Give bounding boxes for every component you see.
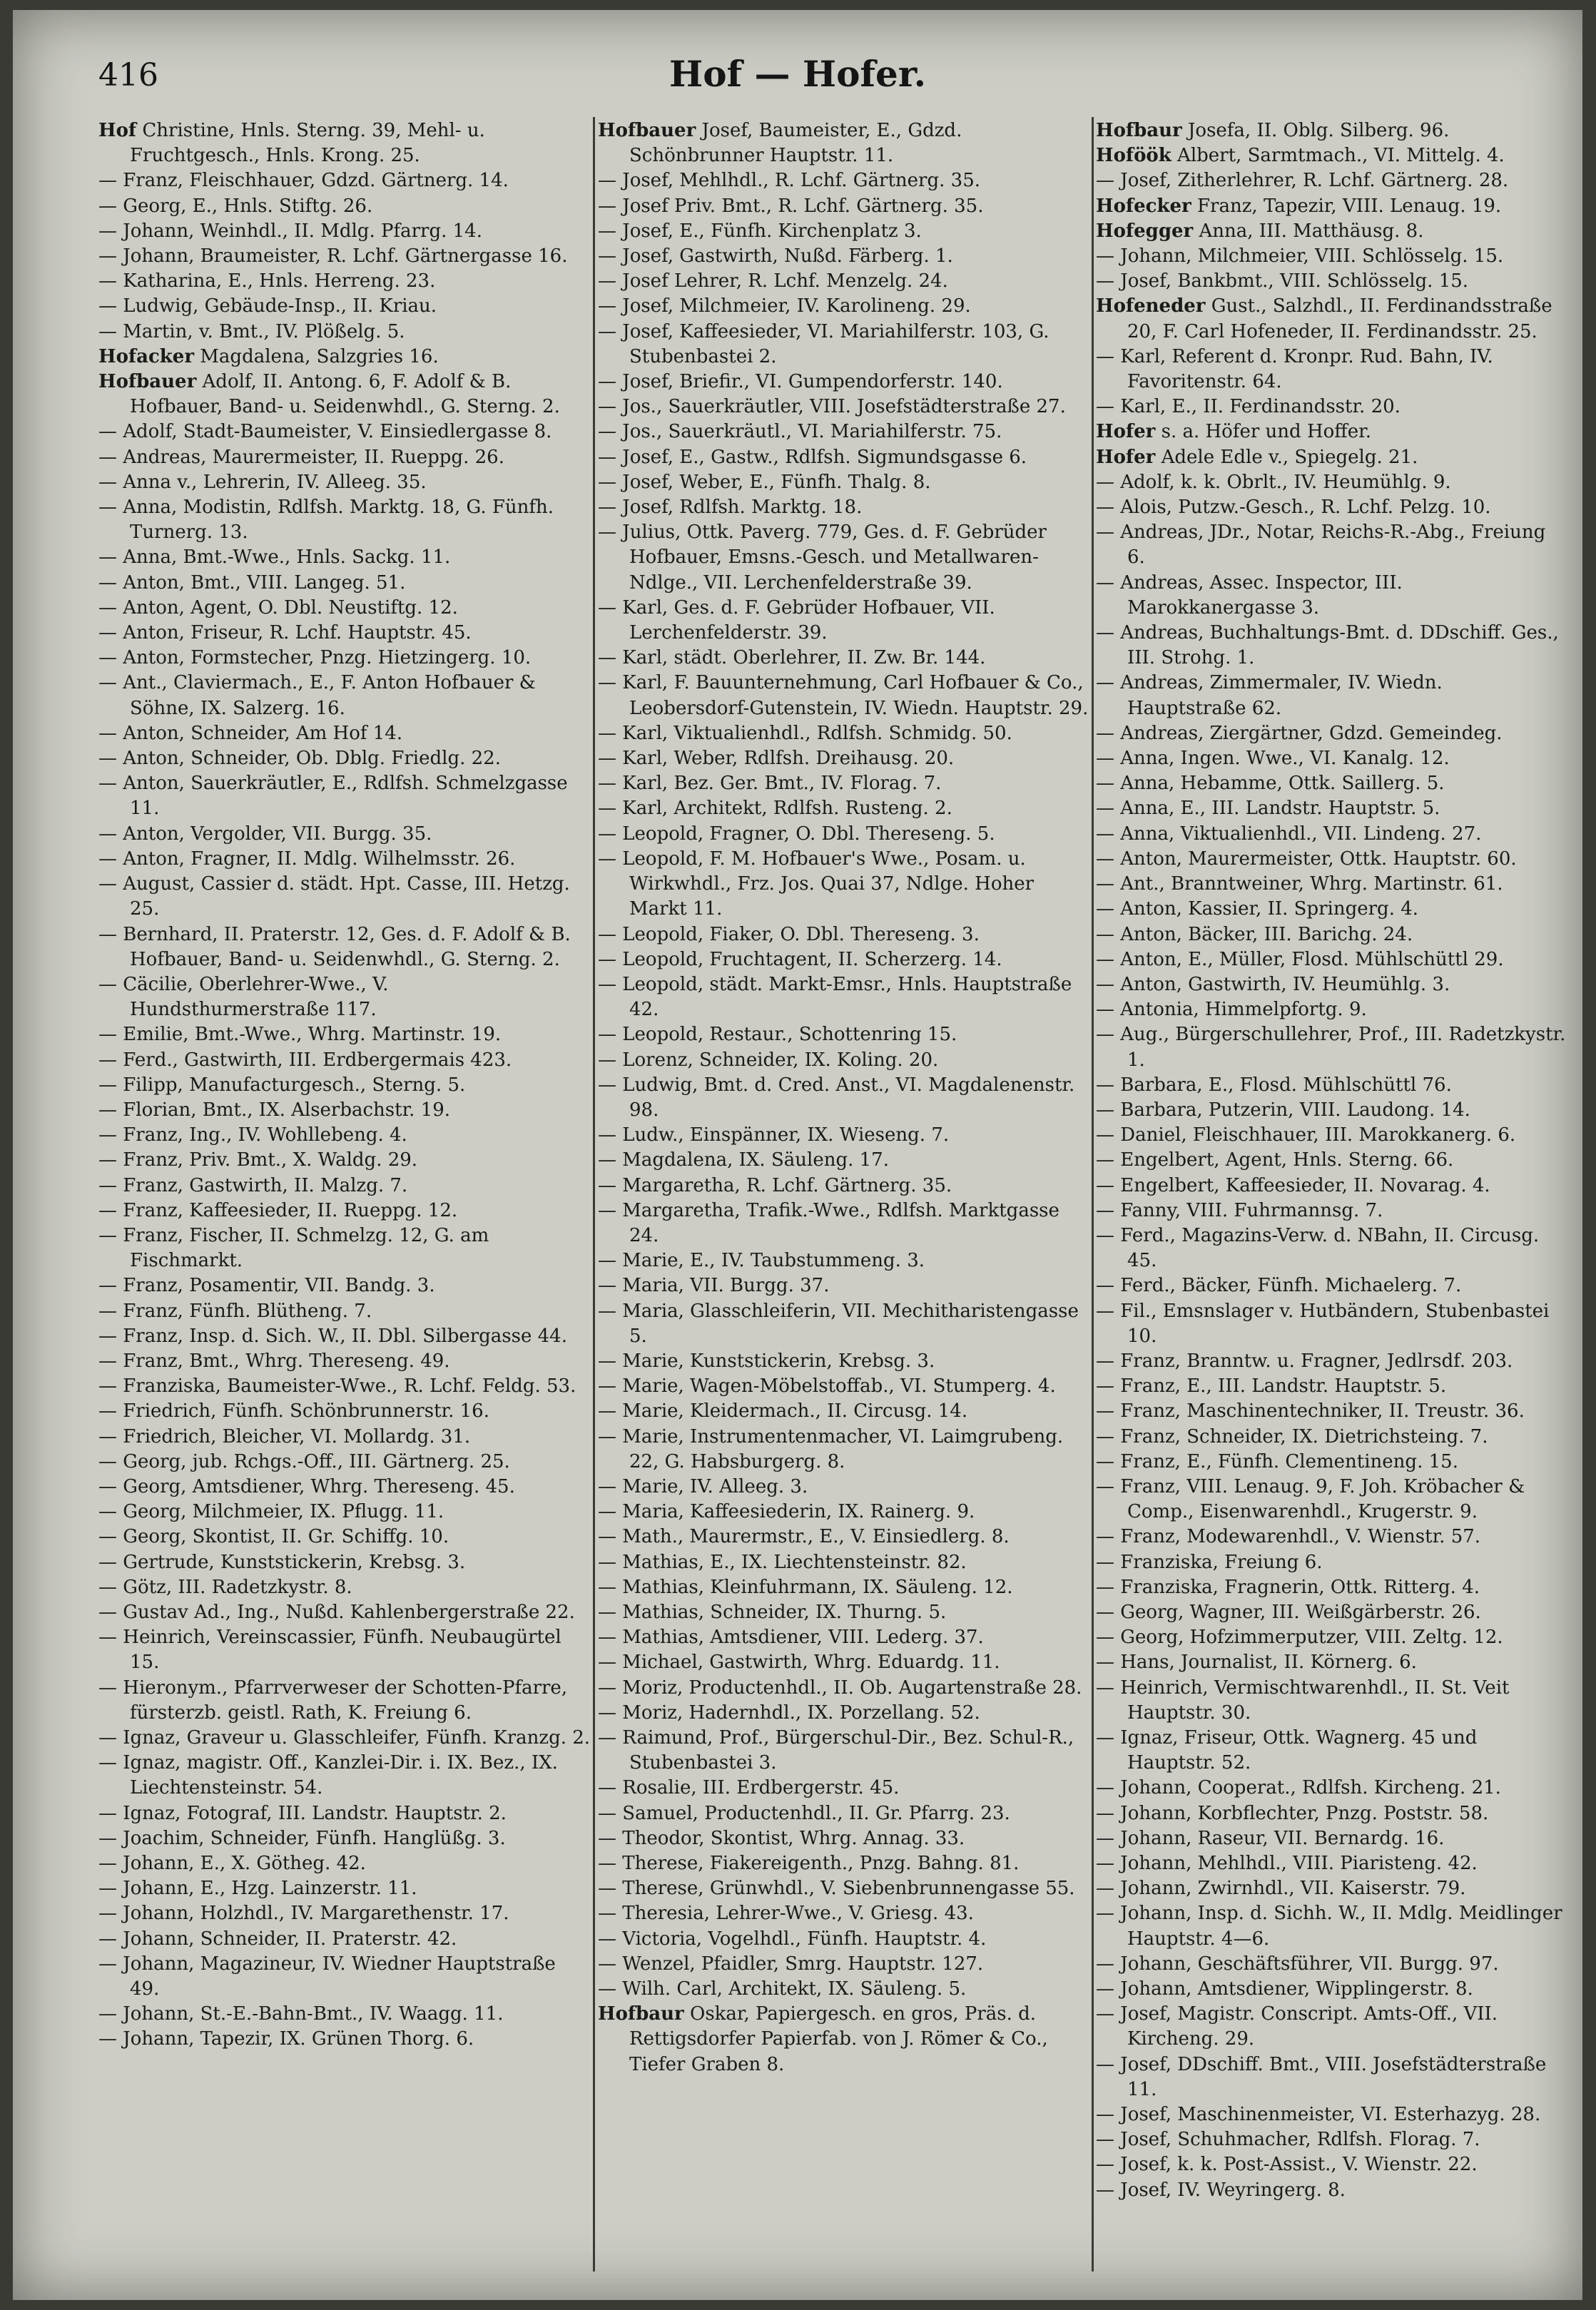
directory-entry: — Karl, Referent d. Kronpr. Rud. Bahn, IV. Favoritenstr. 64. (1096, 345, 1493, 393)
directory-entry: Hofbaur Oskar, Papiergesch. en gros, Präs. d. Rettigsdorfer Papierfab. von J. Römer & Co., Tiefer Graben 8. (598, 2003, 1048, 2075)
directory-entry: — Anton, Agent, O. Dbl. Neustiftg. 12. (98, 596, 458, 619)
directory-entry: — Barbara, E., Flosd. Mühlschüttl 76. (1096, 1074, 1452, 1096)
page-header (13, 53, 1582, 117)
directory-entry: — Franz, Gastwirth, II. Malzg. 7. (98, 1174, 408, 1196)
directory-entry: — Anton, Schneider, Ob. Dblg. Friedlg. 22. (98, 748, 501, 770)
directory-entry: — Marie, IV. Alleeg. 3. (598, 1475, 808, 1497)
directory-page (13, 10, 1582, 2300)
directory-entry: — Andreas, JDr., Notar, Reichs-R.-Abg., Freiung 6. (1096, 521, 1546, 569)
directory-entry: — Josef, Bankbmt., VIII. Schlösselg. 15. (1096, 270, 1469, 292)
directory-entry: — Gustav Ad., Ing., Nußd. Kahlenbergerstraße 22. (98, 1601, 575, 1623)
directory-entry: — Josef Lehrer, R. Lchf. Menzelg. 24. (598, 270, 948, 292)
directory-entry: Hoföök Albert, Sarmtmach., VI. Mittelg. 4. (1096, 145, 1505, 167)
directory-entry: — Cäcilie, Oberlehrer-Wwe., V. Hundsthurmerstraße 117. (98, 973, 389, 1021)
directory-entry: — Franziska, Baumeister-Wwe., R. Lchf. Feldg. 53. (98, 1375, 576, 1398)
directory-entry: — Anton, Schneider, Am Hof 14. (98, 722, 403, 744)
directory-entry: — Johann, Tapezir, IX. Grünen Thorg. 6. (98, 2028, 474, 2050)
directory-entry: — Mathias, Schneider, IX. Thurng. 5. (598, 1601, 947, 1623)
directory-entry: — Florian, Bmt., IX. Alserbachstr. 19. (98, 1099, 451, 1121)
directory-entry: — Georg, Hofzimmerputzer, VIII. Zeltg. 12. (1096, 1627, 1503, 1649)
column-left (98, 118, 591, 2280)
directory-entry: — Karl, Bez. Ger. Bmt., IV. Florag. 7. (598, 773, 942, 795)
directory-entry: — Josef, Magistr. Conscript. Amts-Off., VII. Kircheng. 29. (1096, 2003, 1498, 2050)
directory-entry: — Franz, Branntw. u. Fragner, Jedlrsdf. 203. (1096, 1350, 1513, 1372)
directory-entry: — Marie, Instrumentenmacher, VI. Laimgrubeng. 22, G. Habsburgerg. 8. (598, 1425, 1064, 1472)
directory-entry: — Gertrude, Kunststickerin, Krebsg. 3. (98, 1551, 466, 1573)
directory-entry: — Margaretha, R. Lchf. Gärtnerg. 35. (598, 1174, 952, 1196)
directory-entry: — Josef, Schuhmacher, Rdlfsh. Florag. 7. (1096, 2129, 1480, 2151)
directory-entry: — Anna, E., III. Landstr. Hauptstr. 5. (1096, 798, 1440, 820)
directory-entry: — Götz, III. Radetzkystr. 8. (98, 1576, 352, 1598)
directory-entry: — Wilh. Carl, Architekt, IX. Säuleng. 5. (598, 1978, 967, 2000)
directory-entry: — Franziska, Freiung 6. (1096, 1551, 1323, 1573)
directory-entry: — Franz, Posamentir, VII. Bandg. 3. (98, 1275, 435, 1297)
directory-entry: — Leopold, F. M. Hofbauer's Wwe., Posam. u. Wirkwhdl., Frz. Jos. Quai 37, Ndlge. Hoher Markt 11. (598, 848, 1035, 920)
directory-entry: — Georg, Wagner, III. Weißgärberstr. 26. (1096, 1601, 1481, 1623)
directory-entry: — Josef, Briefir., VI. Gumpendorferstr. 140. (598, 371, 1003, 393)
directory-entry: — Johann, Magazineur, IV. Wiedner Hauptstraße 49. (98, 1953, 556, 2000)
directory-entry: — Theresia, Lehrer-Wwe., V. Griesg. 43. (598, 1903, 974, 1925)
directory-entry: — Georg, Amtsdiener, Whrg. Thereseng. 45. (98, 1475, 515, 1497)
directory-entry: — Franz, Kaffeesieder, II. Rueppg. 12. (98, 1199, 458, 1221)
directory-entry: — Lorenz, Schneider, IX. Koling. 20. (598, 1049, 939, 1071)
directory-entry: — Fil., Emsnslager v. Hutbändern, Stubenbastei 10. (1096, 1300, 1550, 1347)
directory-entry: — Josef Priv. Bmt., R. Lchf. Gärtnerg. 35. (598, 195, 984, 217)
directory-entry: — Hieronym., Pfarrverweser der Schotten-Pfarre, fürsterzb. geistl. Rath, K. Freiung 6. (98, 1676, 568, 1724)
directory-entry: — Johann, Cooperat., Rdlfsh. Kircheng. 21. (1096, 1777, 1501, 1799)
directory-entry: — Friedrich, Bleicher, VI. Mollardg. 31. (98, 1425, 471, 1447)
directory-entry: — Georg, jub. Rchgs.-Off., III. Gärtnerg. 25. (98, 1450, 510, 1472)
directory-entry: — Ant., Claviermach., E., F. Anton Hofbauer & Söhne, IX. Salzerg. 16. (98, 672, 536, 719)
directory-entry: — Ferd., Bäcker, Fünfh. Michaelerg. 7. (1096, 1275, 1462, 1297)
directory-entry: — Johann, E., X. Götheg. 42. (98, 1853, 366, 1875)
directory-entry: — Julius, Ottk. Paverg. 779, Ges. d. F. Gebrüder Hofbauer, Emsns.-Gesch. und Metallwaren-Ndlge., VII. Lerchenfelderstraße 39. (598, 521, 1047, 594)
directory-entry: — Heinrich, Vermischtwarenhdl., II. St. Veit Hauptstr. 30. (1096, 1676, 1510, 1724)
directory-entry: — Anna, Ingen. Wwe., VI. Kanalg. 12. (1096, 748, 1450, 770)
directory-entry: — Josef, IV. Weyringerg. 8. (1096, 2179, 1346, 2201)
directory-entry: — Daniel, Fleischhauer, III. Marokkanerg. 6. (1096, 1124, 1516, 1146)
directory-entry: — Ignaz, Fotograf, III. Landstr. Hauptstr. 2. (98, 1802, 507, 1824)
directory-entry: — Josef, Rdlfsh. Marktg. 18. (598, 497, 863, 519)
directory-entry: — Johann, Milchmeier, VIII. Schlösselg. 15. (1096, 245, 1504, 268)
directory-entry: — Bernhard, II. Praterstr. 12, Ges. d. F. Adolf & B. Hofbauer, Band- u. Seidenwhdl., G. Sterng. 2. (98, 923, 571, 970)
directory-entry: — Anna, Viktualienhdl., VII. Lindeng. 27. (1096, 823, 1482, 845)
directory-entry: — Margaretha, Trafik.-Wwe., Rdlfsh. Marktgasse 24. (598, 1199, 1059, 1246)
directory-entry: — Franz, Bmt., Whrg. Thereseng. 49. (98, 1350, 450, 1372)
directory-entry: — Raimund, Prof., Bürgerschul-Dir., Bez. Schul-R., Stubenbastei 3. (598, 1727, 1074, 1774)
directory-entry: — Math., Maurermstr., E., V. Einsiedlerg. 8. (598, 1526, 1010, 1548)
directory-entry: — Johann, Schneider, II. Praterstr. 42. (98, 1928, 457, 1950)
directory-entry: — Maria, Kaffeesiederin, IX. Rainerg. 9. (598, 1501, 975, 1523)
directory-entry: — Anna, Bmt.-Wwe., Hnls. Sackg. 11. (98, 546, 451, 569)
directory-entry: — Therese, Fiakereigenth., Pnzg. Bahng. 81. (598, 1853, 1020, 1875)
directory-entry: — Hans, Journalist, II. Körnerg. 6. (1096, 1652, 1417, 1674)
directory-entry: — Johann, Zwirnhdl., VII. Kaiserstr. 79. (1096, 1878, 1466, 1900)
directory-entry: — Anton, Bäcker, III. Barichg. 24. (1096, 923, 1413, 945)
directory-entry: — Georg, E., Hnls. Stiftg. 26. (98, 195, 373, 217)
directory-entry: — Ant., Branntweiner, Whrg. Martinstr. 61. (1096, 873, 1503, 895)
directory-entry: — Filipp, Manufacturgesch., Sterng. 5. (98, 1074, 466, 1096)
directory-entry: — Karl, E., II. Ferdinandsstr. 20. (1096, 396, 1401, 418)
directory-entry: — Victoria, Vogelhdl., Fünfh. Hauptstr. 4. (598, 1928, 987, 1950)
directory-entry: — Jos., Sauerkräutl., VI. Mariahilferstr. 75. (598, 421, 1002, 443)
directory-entry: — Leopold, Fiaker, O. Dbl. Thereseng. 3. (598, 923, 980, 945)
directory-entry: Hof Christine, Hnls. Sterng. 39, Mehl- u. Fruchtgesch., Hnls. Krong. 25. (98, 120, 485, 167)
directory-entry: — Josef, Kaffeesieder, VI. Mariahilferstr. 103, G. Stubenbastei 2. (598, 320, 1049, 367)
directory-entry: — Franz, Schneider, IX. Dietrichsteing. 7. (1096, 1425, 1488, 1447)
directory-entry: — Johann, Braumeister, R. Lchf. Gärtnergasse 16. (98, 245, 568, 268)
directory-entry: — Josef, E., Gastw., Rdlfsh. Sigmundsgasse 6. (598, 446, 1027, 468)
directory-entry: — Josef, E., Fünfh. Kirchenplatz 3. (598, 220, 922, 242)
directory-entry: — Ignaz, Graveur u. Glasschleifer, Fünfh. Kranzg. 2. (98, 1727, 591, 1749)
directory-entry: — Franz, Modewarenhdl., V. Wienstr. 57. (1096, 1526, 1481, 1548)
directory-entry: — Franz, Fünfh. Blütheng. 7. (98, 1300, 372, 1322)
directory-entry: — Fanny, VIII. Fuhrmannsg. 7. (1096, 1199, 1383, 1221)
directory-entry: — Josef, Milchmeier, IV. Karolineng. 29. (598, 295, 971, 317)
directory-entry: — Maria, Glasschleiferin, VII. Mechitharistengasse 5. (598, 1300, 1079, 1347)
directory-entry: — Katharina, E., Hnls. Herreng. 23. (98, 270, 436, 292)
directory-entry: — Johann, Amtsdiener, Wipplingerstr. 8. (1096, 1978, 1473, 2000)
directory-entry: — Leopold, Fragner, O. Dbl. Thereseng. 5. (598, 823, 995, 845)
directory-entry: — Franz, Ing., IV. Wohllebeng. 4. (98, 1124, 407, 1146)
directory-entry: — Anton, Fragner, II. Mdlg. Wilhelmsstr. 26. (98, 848, 516, 870)
directory-entry: — Martin, v. Bmt., IV. Plößelg. 5. (98, 320, 405, 342)
directory-entry: — Josef, Zitherlehrer, R. Lchf. Gärtnerg. 28. (1096, 170, 1509, 192)
directory-entry: — Marie, Kleidermach., II. Circusg. 14. (598, 1400, 968, 1423)
directory-entry: — Maria, VII. Burgg. 37. (598, 1275, 830, 1297)
directory-entry: — Ferd., Magazins-Verw. d. NBahn, II. Circusg. 45. (1096, 1224, 1540, 1272)
directory-entry: — Leopold, Fruchtagent, II. Scherzerg. 14. (598, 948, 1002, 970)
directory-entry: — Mathias, Amtsdiener, VIII. Lederg. 37. (598, 1627, 984, 1649)
directory-entry: — Barbara, Putzerin, VIII. Laudong. 14. (1096, 1099, 1470, 1121)
directory-entry: — Alois, Putzw.-Gesch., R. Lchf. Pelzg. 10. (1096, 497, 1491, 519)
directory-entry: — Johann, Raseur, VII. Bernardg. 16. (1096, 1827, 1445, 1849)
directory-entry: — Franz, E., Fünfh. Clementineng. 15. (1096, 1450, 1458, 1472)
directory-entry: — Karl, Weber, Rdlfsh. Dreihausg. 20. (598, 748, 955, 770)
directory-entry: — Anna, Modistin, Rdlfsh. Marktg. 18, G. Fünfh. Turnerg. 13. (98, 497, 554, 544)
directory-entry: — Franz, VIII. Lenaug. 9, F. Joh. Kröbacher & Comp., Eisenwarenhdl., Krugerstr. 9. (1096, 1475, 1525, 1523)
directory-entry: Hofer s. a. Höfer und Hoffer. (1096, 421, 1371, 443)
directory-entry: — Anton, Sauerkräutler, E., Rdlfsh. Schmelzgasse 11. (98, 773, 568, 820)
directory-entry: — Ludwig, Bmt. d. Cred. Anst., VI. Magdalenenstr. 98. (598, 1074, 1075, 1121)
directory-entry: Hofeneder Gust., Salzhdl., II. Ferdinandsstraße 20, F. Carl Hofeneder, II. Ferdinandsstr. 25. (1096, 295, 1552, 342)
directory-entry: — Marie, Kunststickerin, Krebsg. 3. (598, 1350, 935, 1372)
directory-entry: — Johann, Korbflechter, Pnzg. Poststr. 58. (1096, 1802, 1489, 1824)
directory-entry: — Andreas, Zimmermaler, IV. Wiedn. Hauptstraße 62. (1096, 672, 1443, 719)
column-right (1096, 118, 1567, 2280)
directory-entry: — Antonia, Himmelpfortg. 9. (1096, 999, 1367, 1021)
directory-entry: — Anton, Maurermeister, Ottk. Hauptstr. 60. (1096, 848, 1517, 870)
directory-entry: — Anton, Vergolder, VII. Burgg. 35. (98, 823, 432, 845)
directory-entry: — Karl, F. Bauunternehmung, Carl Hofbauer & Co., Leobersdorf-Gutenstein, IV. Wiedn. Hauptstr. 29. (598, 672, 1089, 719)
directory-entry: — Franz, Maschinentechniker, II. Treustr. 36. (1096, 1400, 1525, 1423)
column-rule (593, 117, 595, 2271)
directory-entry: — Josef, Weber, E., Fünfh. Thalg. 8. (598, 471, 931, 493)
column-middle (598, 118, 1090, 2280)
directory-entry: — Adolf, Stadt-Baumeister, V. Einsiedlergasse 8. (98, 421, 552, 443)
directory-entry: — Engelbert, Agent, Hnls. Sterng. 66. (1096, 1149, 1454, 1171)
directory-entry: Hofbauer Adolf, II. Antong. 6, F. Adolf & B. Hofbauer, Band- u. Seidenwhdl., G. Sterng. 2. (98, 371, 560, 418)
directory-entry: Hofer Adele Edle v., Spiegelg. 21. (1096, 446, 1418, 468)
directory-entry: — Josef, k. k. Post-Assist., V. Wienstr. 22. (1096, 2154, 1478, 2176)
directory-entry: — Anton, E., Müller, Flosd. Mühlschüttl 29. (1096, 948, 1504, 970)
page-number: 416 (98, 57, 158, 93)
directory-entry: — Heinrich, Vereinscassier, Fünfh. Neubaugürtel 15. (98, 1627, 561, 1674)
directory-entry: — Mathias, E., IX. Liechtensteinstr. 82. (598, 1551, 967, 1573)
directory-entry: — Theodor, Skontist, Whrg. Annag. 33. (598, 1827, 965, 1849)
directory-entry: Hofbaur Josefa, II. Oblg. Silberg. 96. (1096, 120, 1450, 141)
directory-entry: — Marie, E., IV. Taubstummeng. 3. (598, 1250, 925, 1272)
directory-entry: — Josef, Mehlhdl., R. Lchf. Gärtnerg. 35. (598, 170, 980, 192)
directory-entry: — Johann, Mehlhdl., VIII. Piaristeng. 42. (1096, 1853, 1478, 1875)
directory-entry: — Johann, E., Hzg. Lainzerstr. 11. (98, 1878, 417, 1900)
directory-entry: — Anna, Hebamme, Ottk. Saillerg. 5. (1096, 773, 1445, 795)
directory-entry: — Ignaz, Friseur, Ottk. Wagnerg. 45 und Hauptstr. 52. (1096, 1727, 1478, 1774)
directory-entry: — Ignaz, magistr. Off., Kanzlei-Dir. i. IX. Bez., IX. Liechtensteinstr. 54. (98, 1752, 558, 1799)
directory-entry: — Anton, Gastwirth, IV. Heumühlg. 3. (1096, 973, 1450, 995)
directory-entry: — Johann, Insp. d. Sichh. W., II. Mdlg. Meidlinger Hauptstr. 4—6. (1096, 1903, 1562, 1950)
directory-entry: — Ludw., Einspänner, IX. Wieseng. 7. (598, 1124, 950, 1146)
directory-entry: — Anton, Kassier, II. Springerg. 4. (1096, 898, 1419, 920)
directory-entry: — Adolf, k. k. Obrlt., IV. Heumühlg. 9. (1096, 471, 1451, 493)
directory-entry: Hofegger Anna, III. Matthäusg. 8. (1096, 220, 1424, 242)
directory-entry: — Leopold, städt. Markt-Emsr., Hnls. Hauptstraße 42. (598, 973, 1072, 1021)
directory-entry: — Moriz, Productenhdl., II. Ob. Augartenstraße 28. (598, 1676, 1082, 1699)
directory-entry: — Georg, Milchmeier, IX. Pflugg. 11. (98, 1501, 444, 1523)
directory-entry: — Franz, E., III. Landstr. Hauptstr. 5. (1096, 1375, 1447, 1398)
directory-entry: — Andreas, Buchhaltungs-Bmt. d. DDschiff. Ges., III. Strohg. 1. (1096, 622, 1559, 669)
directory-entry: — Andreas, Assec. Inspector, III. Marokkanergasse 3. (1096, 571, 1403, 619)
directory-entry: — Georg, Skontist, II. Gr. Schiffg. 10. (98, 1526, 449, 1548)
directory-entry: — Josef, Gastwirth, Nußd. Färberg. 1. (598, 245, 953, 268)
directory-entry: — Jos., Sauerkräutler, VIII. Josefstädterstraße 27. (598, 396, 1066, 418)
column-rule (1092, 117, 1094, 2271)
directory-entry: — Anton, Formstecher, Pnzg. Hietzingerg. 10. (98, 647, 532, 669)
directory-entry: — Johann, Geschäftsführer, VII. Burgg. 97. (1096, 1953, 1499, 1975)
directory-entry: — Josef, Maschinenmeister, VI. Esterhazyg. 28. (1096, 2104, 1541, 2126)
directory-entry: — Aug., Bürgerschullehrer, Prof., III. Radetzkystr. 1. (1096, 1024, 1566, 1071)
directory-entry: Hofecker Franz, Tapezir, VIII. Lenaug. 19. (1096, 195, 1502, 217)
directory-entry: — Friedrich, Fünfh. Schönbrunnerstr. 16. (98, 1400, 489, 1423)
directory-entry: — Emilie, Bmt.-Wwe., Whrg. Martinstr. 19. (98, 1024, 502, 1046)
directory-entry: — Therese, Grünwhdl., V. Siebenbrunnengasse 55. (598, 1878, 1075, 1900)
page-title: Hof — Hofer. (669, 53, 926, 95)
directory-entry: — Michael, Gastwirth, Whrg. Eduardg. 11. (598, 1652, 1000, 1674)
directory-entry: Hofbauer Josef, Baumeister, E., Gdzd. Schönbrunner Hauptstr. 11. (598, 120, 962, 167)
directory-entry: — Franz, Priv. Bmt., X. Waldg. 29. (98, 1149, 418, 1171)
directory-entry: — Franz, Fleischhauer, Gdzd. Gärtnerg. 14. (98, 170, 509, 192)
directory-entry: — Wenzel, Pfaidler, Smrg. Hauptstr. 127. (598, 1953, 984, 1975)
directory-entry: — Karl, Viktualienhdl., Rdlfsh. Schmidg. 50. (598, 722, 1012, 744)
directory-entry: — Leopold, Restaur., Schottenring 15. (598, 1024, 957, 1046)
directory-entry: — Karl, Ges. d. F. Gebrüder Hofbauer, VII. Lerchenfelderstr. 39. (598, 596, 995, 644)
directory-entry: — Anna v., Lehrerin, IV. Alleeg. 35. (98, 471, 427, 493)
directory-entry: — Ludwig, Gebäude-Insp., II. Kriau. (98, 295, 437, 317)
directory-entry: — Karl, städt. Oberlehrer, II. Zw. Br. 144. (598, 647, 986, 669)
directory-entry: Hofacker Magdalena, Salzgries 16. (98, 345, 439, 367)
directory-entry: — Franziska, Fragnerin, Ottk. Ritterg. 4. (1096, 1576, 1480, 1598)
directory-entry: — Joachim, Schneider, Fünfh. Hanglüßg. 3. (98, 1827, 506, 1849)
directory-entry: — Franz, Fischer, II. Schmelzg. 12, G. am Fischmarkt. (98, 1224, 489, 1272)
directory-entry: — Marie, Wagen-Möbelstoffab., VI. Stumperg. 4. (598, 1375, 1056, 1398)
directory-entry: — Johann, Holzhdl., IV. Margarethenstr. 17. (98, 1903, 509, 1925)
directory-entry: — Engelbert, Kaffeesieder, II. Novarag. 4. (1096, 1174, 1490, 1196)
directory-entry: — Mathias, Kleinfuhrmann, IX. Säuleng. 12. (598, 1576, 1013, 1598)
directory-entry: — August, Cassier d. städt. Hpt. Casse, III. Hetzg. 25. (98, 873, 570, 920)
directory-entry: — Andreas, Maurermeister, II. Rueppg. 26. (98, 446, 504, 468)
directory-entry: — Rosalie, III. Erdbergerstr. 45. (598, 1777, 900, 1799)
directory-entry: — Andreas, Ziergärtner, Gdzd. Gemeindeg. (1096, 722, 1503, 744)
directory-entry: — Franz, Insp. d. Sich. W., II. Dbl. Silbergasse 44. (98, 1325, 567, 1347)
directory-entry: — Johann, St.-E.-Bahn-Bmt., IV. Waagg. 11. (98, 2003, 504, 2025)
directory-entry: — Karl, Architekt, Rdlfsh. Rusteng. 2. (598, 798, 952, 820)
directory-entry: — Josef, DDschiff. Bmt., VIII. Josefstädterstraße 11. (1096, 2053, 1547, 2100)
directory-entry: — Samuel, Productenhdl., II. Gr. Pfarrg. 23. (598, 1802, 1010, 1824)
directory-entry: — Ferd., Gastwirth, III. Erdbergermais 423. (98, 1049, 512, 1071)
directory-entry: — Anton, Bmt., VIII. Langeg. 51. (98, 571, 406, 594)
directory-entry: — Magdalena, IX. Säuleng. 17. (598, 1149, 889, 1171)
directory-entry: — Moriz, Hadernhdl., IX. Porzellang. 52. (598, 1701, 980, 1724)
directory-entry: — Anton, Friseur, R. Lchf. Hauptstr. 45. (98, 622, 472, 644)
directory-entry: — Johann, Weinhdl., II. Mdlg. Pfarrg. 14. (98, 220, 482, 242)
